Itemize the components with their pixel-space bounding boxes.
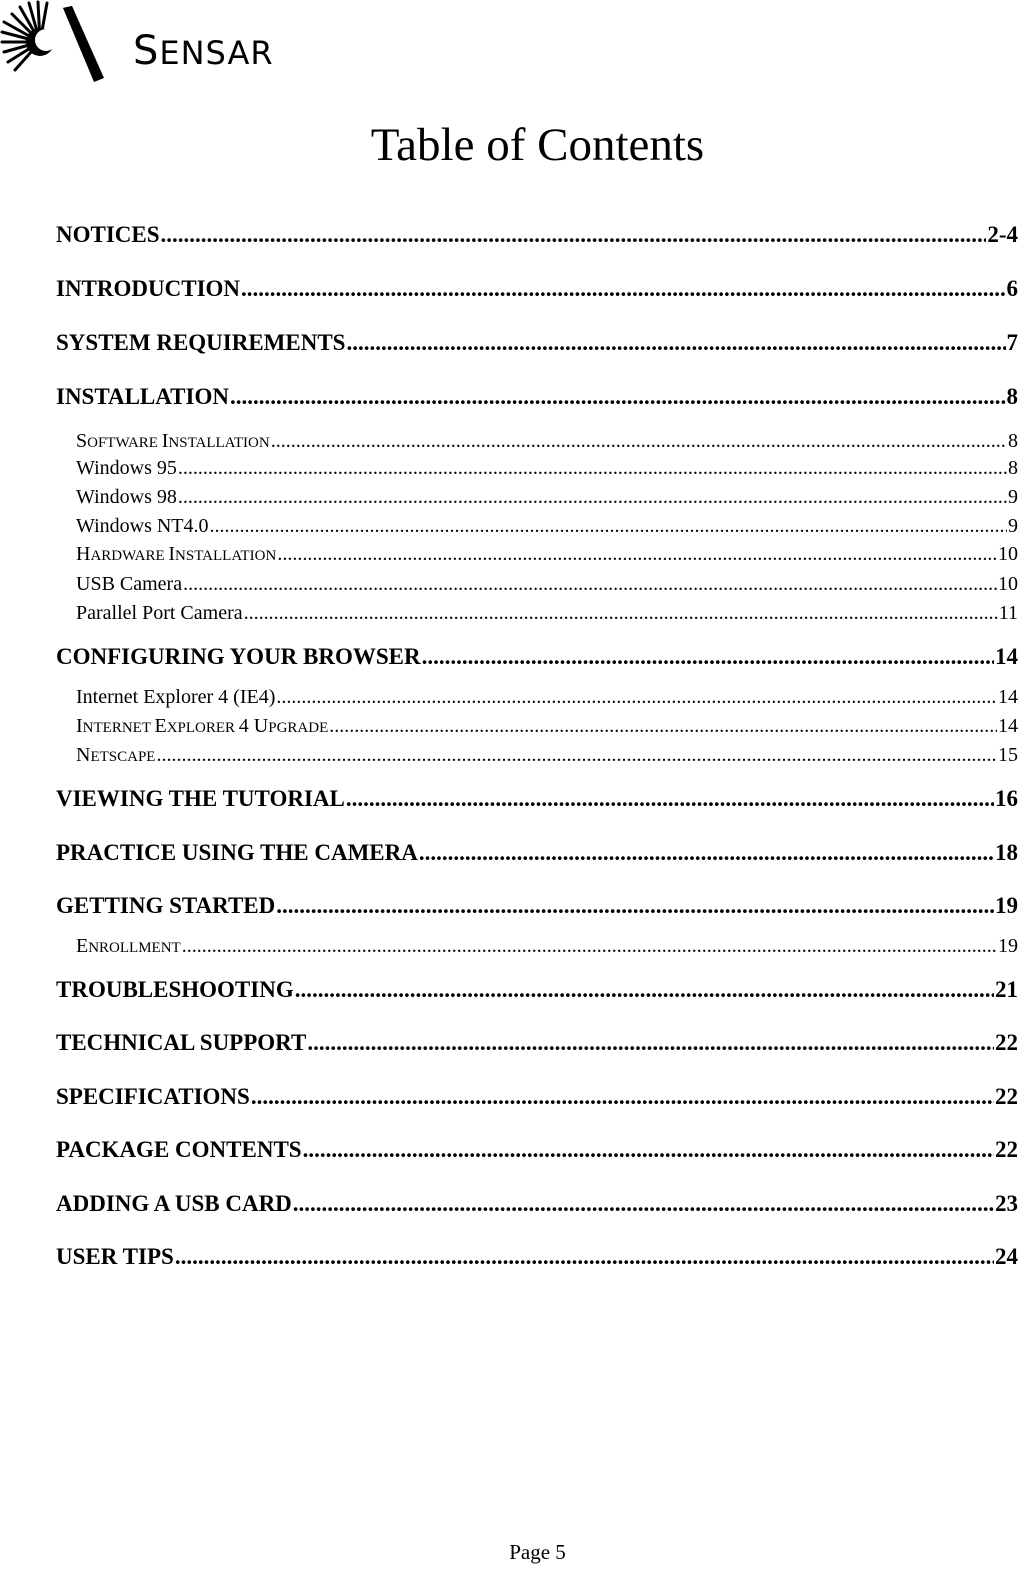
toc-leader-dots [210, 515, 1007, 538]
toc-entry-label: NETSCAPE [76, 744, 156, 766]
toc-leader-dots [244, 602, 998, 625]
toc-leader-dots [346, 330, 1005, 356]
toc-entry-label: SOFTWARE INSTALLATION [76, 430, 270, 452]
toc-entry-page: 22 [995, 1137, 1018, 1162]
toc-entry[interactable] [56, 1084, 1018, 1110]
toc-leader-dots [161, 222, 987, 248]
toc-entry-page: 24 [995, 1244, 1018, 1269]
toc-entry-label: GETTING STARTED [56, 893, 276, 918]
toc-leader-dots [241, 276, 1005, 302]
toc-entry[interactable] [56, 222, 1018, 248]
toc-entry[interactable] [56, 715, 1018, 738]
toc-entry[interactable] [56, 644, 1018, 670]
toc-entry-label: Windows NT4.0 [76, 515, 209, 537]
toc-entry-label: SPECIFICATIONS [56, 1084, 250, 1109]
toc-entry-label: TECHNICAL SUPPORT [56, 1030, 307, 1055]
toc-leader-dots [419, 840, 994, 866]
toc-entry[interactable] [56, 1137, 1018, 1163]
toc-entry-label: CONFIGURING YOUR BROWSER [56, 644, 421, 669]
toc-entry-page: 23 [995, 1191, 1018, 1216]
toc-entry-page: 9 [1008, 486, 1018, 508]
toc-entry-label: ADDING A USB CARD [56, 1191, 292, 1216]
toc-entry-page: 14 [998, 686, 1018, 708]
toc-entry[interactable] [56, 686, 1018, 709]
toc-leader-dots [178, 457, 1007, 480]
toc-entry-label: INSTALLATION [56, 384, 229, 409]
toc-entry[interactable] [56, 457, 1018, 480]
toc-entry-page: 10 [998, 573, 1018, 595]
toc-entry-page: 19 [998, 935, 1018, 957]
toc-leader-dots [183, 573, 997, 596]
toc-entry-page: 19 [995, 893, 1018, 918]
toc-entry-label: PACKAGE CONTENTS [56, 1137, 302, 1162]
toc-entry-label: Windows 95 [76, 457, 177, 479]
toc-entry-page: 16 [995, 786, 1018, 811]
toc-entry-label: USB Camera [76, 573, 183, 595]
toc-leader-dots [230, 384, 1006, 410]
toc-entry[interactable] [56, 486, 1018, 509]
toc-entry[interactable] [56, 573, 1018, 596]
toc-entry-label: VIEWING THE TUTORIAL [56, 786, 345, 811]
sensar-logo [0, 0, 290, 90]
toc-entry-page: 14 [998, 715, 1018, 737]
toc-entry-page: 8 [1006, 384, 1018, 409]
toc-entry-label: ENROLLMENT [76, 935, 181, 957]
page-title: Table of Contents [370, 119, 705, 171]
toc-entry[interactable] [56, 977, 1018, 1003]
toc-leader-dots [307, 1030, 994, 1056]
toc-entry[interactable] [56, 893, 1018, 919]
toc-entry[interactable] [56, 744, 1018, 767]
toc-entry-label: Internet Explorer 4 (IE4) [76, 686, 276, 708]
toc-entry-page: 14 [995, 644, 1018, 669]
toc-entry-label: HARDWARE INSTALLATION [76, 543, 277, 565]
toc-entry-page: 22 [995, 1030, 1018, 1055]
sensar-sunburst-logo-icon [0, 0, 120, 90]
toc-leader-dots [303, 1137, 994, 1163]
toc-entry-label: INTRODUCTION [56, 276, 241, 301]
toc-leader-dots [277, 543, 997, 566]
toc-leader-dots [182, 935, 997, 958]
toc-entry-label: USER TIPS [56, 1244, 174, 1269]
toc-entry[interactable] [56, 1244, 1018, 1270]
toc-entry[interactable] [56, 276, 1018, 302]
toc-entry-label: INTERNET EXPLORER 4 UPGRADE [76, 715, 329, 737]
toc-entry-label: PRACTICE USING THE CAMERA [56, 840, 418, 865]
toc-entry-page: 6 [1006, 276, 1018, 301]
toc-entry-page: 7 [1006, 330, 1018, 355]
toc-entry-page: 10 [998, 543, 1018, 565]
toc-leader-dots [156, 744, 997, 767]
toc-leader-dots [276, 686, 997, 709]
toc-leader-dots [251, 1084, 994, 1110]
toc-leader-dots [329, 715, 997, 738]
toc-entry[interactable] [56, 330, 1018, 356]
toc-leader-dots [178, 486, 1007, 509]
toc-entry-label: TROUBLESHOOTING [56, 977, 294, 1002]
toc-entry-page: 18 [995, 840, 1018, 865]
toc-entry-page: 11 [998, 602, 1018, 624]
toc-entry-page: 8 [1008, 430, 1018, 452]
toc-entry[interactable] [56, 515, 1018, 538]
toc-entry-page: 21 [995, 977, 1018, 1002]
toc-entry[interactable] [56, 543, 1018, 566]
toc-entry-label: NOTICES [56, 222, 160, 247]
toc-entry-page: 9 [1008, 515, 1018, 537]
toc-entry-page: 15 [998, 744, 1018, 766]
toc-entry-label: SYSTEM REQUIREMENTS [56, 330, 346, 355]
toc-entry[interactable] [56, 1191, 1018, 1217]
toc-entry[interactable] [56, 384, 1018, 410]
toc-leader-dots [293, 1191, 994, 1217]
toc-entry[interactable] [56, 430, 1018, 453]
page-number: Page 5 [509, 1540, 566, 1564]
toc-leader-dots [422, 644, 994, 670]
toc-leader-dots [346, 786, 994, 812]
toc-entry-page: 2-4 [987, 222, 1018, 247]
toc-entry-label: Windows 98 [76, 486, 177, 508]
toc-entry[interactable] [56, 840, 1018, 866]
toc-leader-dots [175, 1244, 994, 1270]
toc-entry[interactable] [56, 935, 1018, 958]
toc-entry-label: Parallel Port Camera [76, 602, 243, 624]
toc-leader-dots [271, 430, 1007, 453]
brand-name: SENSAR [133, 28, 274, 74]
toc-entry-page: 8 [1008, 457, 1018, 479]
toc-leader-dots [276, 893, 994, 919]
toc-entry-page: 22 [995, 1084, 1018, 1109]
toc-leader-dots [295, 977, 994, 1003]
toc-entry[interactable] [56, 602, 1018, 625]
toc-entry[interactable] [56, 1030, 1018, 1056]
toc-entry[interactable] [56, 786, 1018, 812]
